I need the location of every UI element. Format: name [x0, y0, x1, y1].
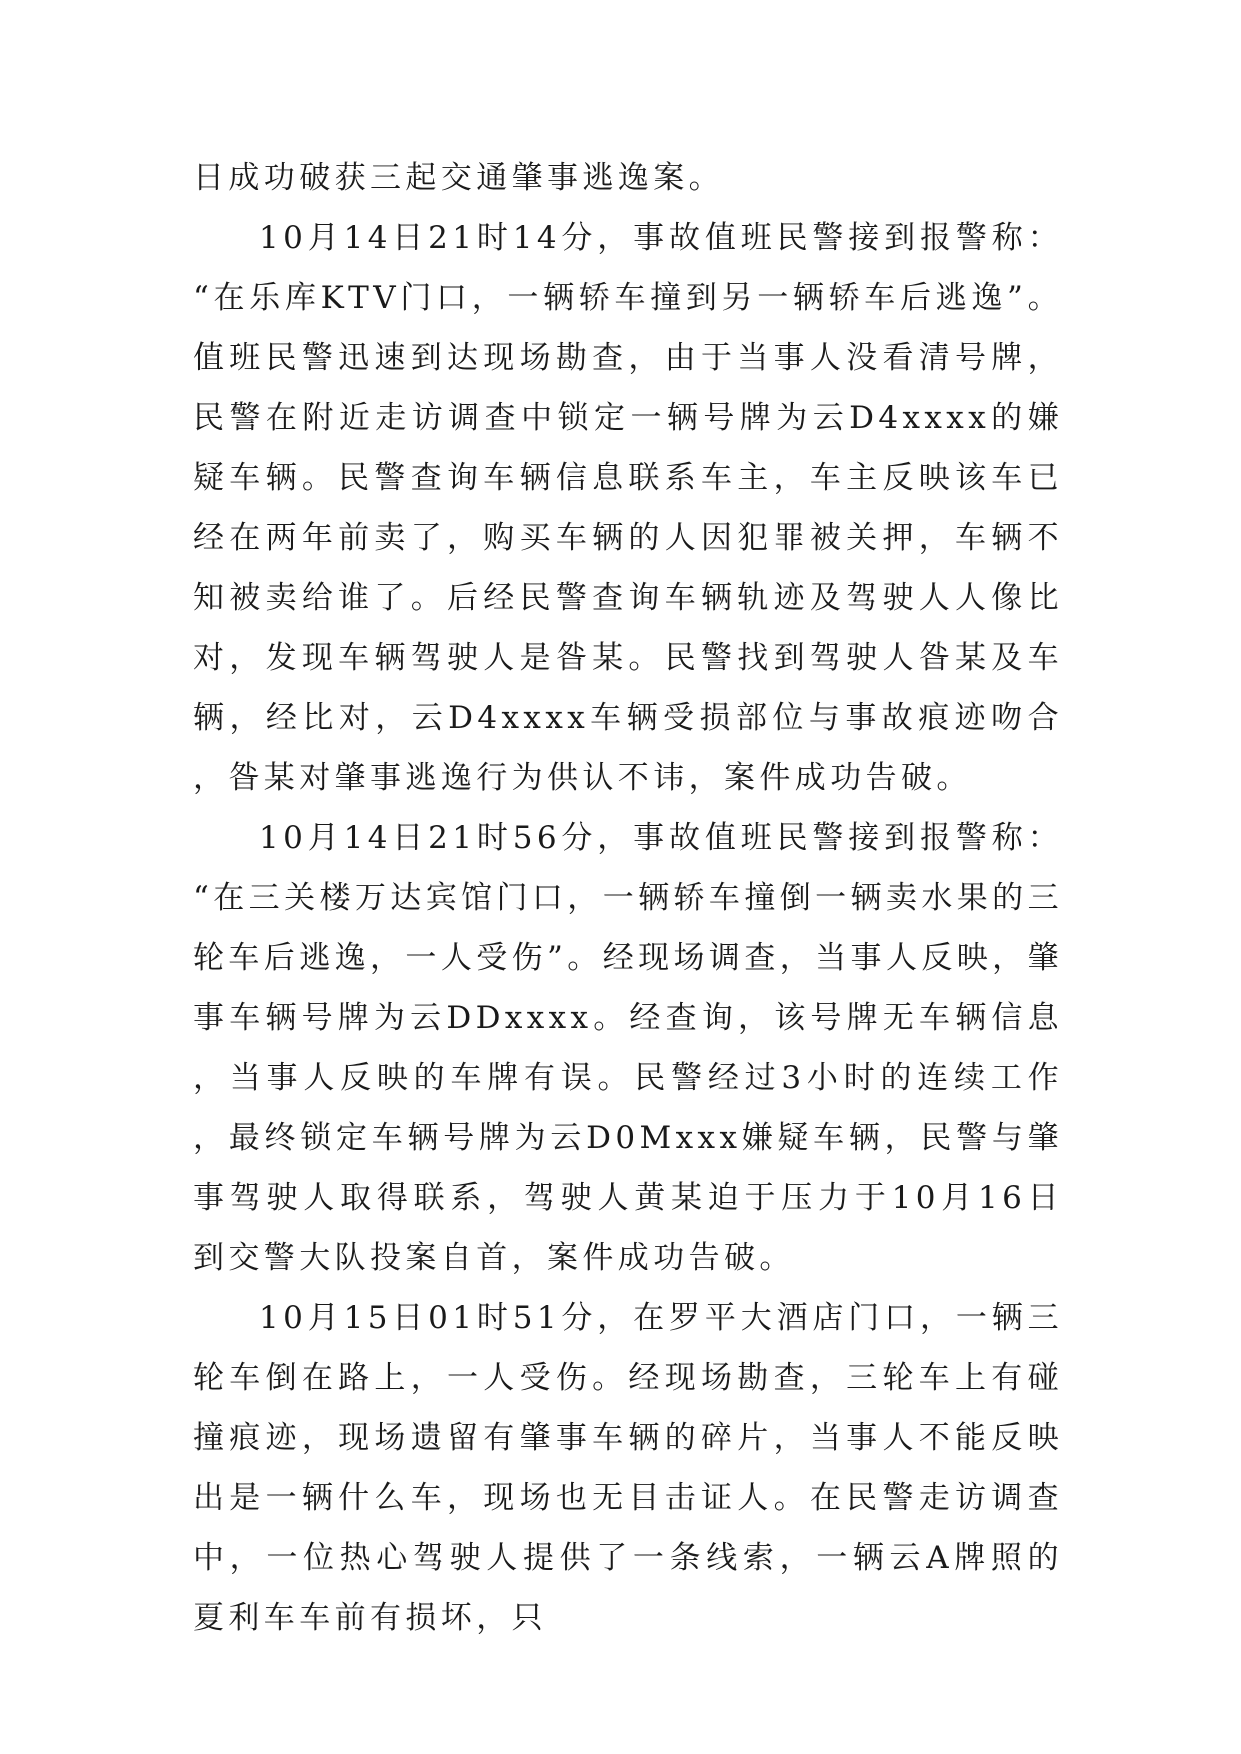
- paragraph-case-2: 10月14日21时56分，事故值班民警接到报警称：“在三关楼万达宾馆门口，一辆轿车撞倒一辆卖水果的三轮车后逃逸，一人受伤”。经现场调查，当事人反映，肇事车辆号牌为云DDxxxx。经查询，该号牌无车辆信息，当事人反映的车牌有误。民警经过3小时的连续工作，最终锁定车辆号牌为云D0Mxxx嫌疑车辆，民警与肇事驾驶人取得联系，驾驶人黄某迫于压力于10月16日到交警大队投案自首，案件成功告破。: [193, 820, 1063, 1276]
- paragraph-case-3: 10月15日01时51分，在罗平大酒店门口，一辆三轮车倒在路上，一人受伤。经现场勘查，三轮车上有碰撞痕迹，现场遗留有肇事车辆的碎片，当事人不能反映出是一辆什么车，现场也无目击证人。在民警走访调查中，一位热心驾驶人提供了一条线索，一辆云A牌照的夏利车车前有损坏，只: [193, 1300, 1063, 1636]
- paragraph-case-1: 10月14日21时14分，事故值班民警接到报警称：“在乐库KTV门口，一辆轿车撞到另一辆轿车后逃逸”。值班民警迅速到达现场勘查，由于当事人没看清号牌，民警在附近走访调查中锁定一辆号牌为云D4xxxx的嫌疑车辆。民警查询车辆信息联系车主，车主反映该车已经在两年前卖了，购买车辆的人因犯罪被关押，车辆不知被卖给谁了。后经民警查询车辆轨迹及驾驶人人像比对，发现车辆驾驶人是昝某。民警找到驾驶人昝某及车辆，经比对，云D4xxxx车辆受损部位与事故痕迹吻合，昝某对肇事逃逸行为供认不讳，案件成功告破。: [193, 220, 1063, 796]
- document-page: [193, 148, 1063, 1648]
- paragraph-continuation: 日成功破获三起交通肇事逃逸案。: [193, 160, 724, 196]
